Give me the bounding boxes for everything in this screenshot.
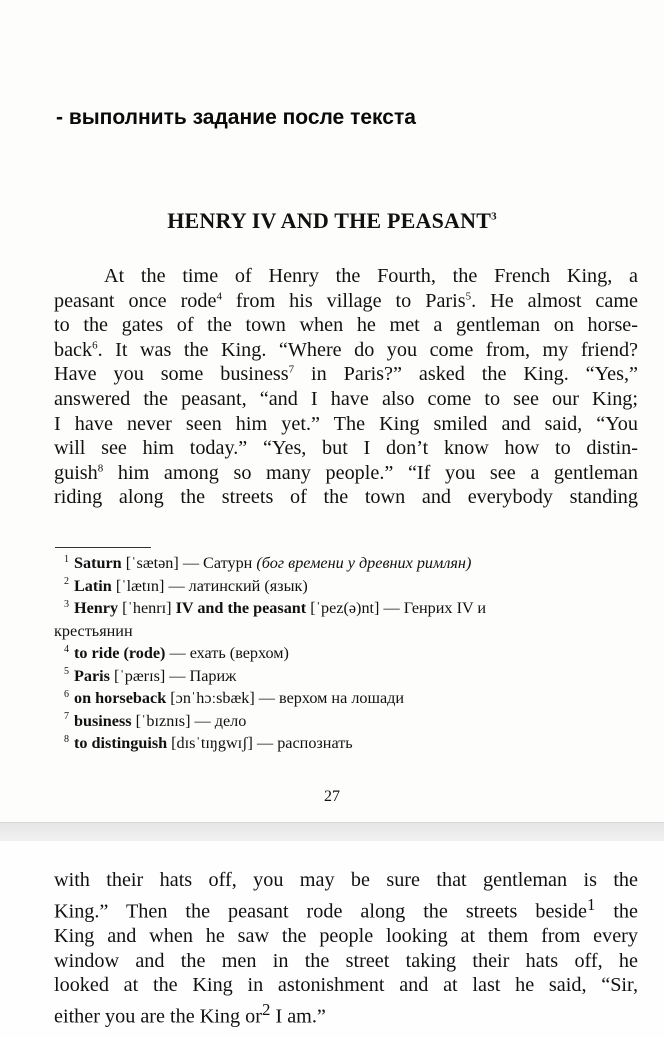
footnote-gloss-italic: (бог времени у древних римлян) (256, 554, 472, 572)
footnote-term: business (74, 711, 132, 730)
footnote-pronunciation: — ехать (верхом) (165, 644, 289, 662)
text-line (54, 436, 638, 461)
footnote-ref: 1 (586, 894, 596, 914)
text-line (54, 362, 638, 387)
footnote-number: 2 (64, 576, 69, 588)
text-segment: riding along the streets of the town and everybody standing (54, 486, 638, 509)
footnote-term: on horseback (74, 689, 167, 707)
task-instruction: - выполнить задание после текста (56, 106, 416, 129)
text-segment: I am.” (270, 1005, 326, 1028)
footnote-number: 8 (64, 733, 69, 745)
text-line (54, 412, 638, 437)
footnote-item (64, 687, 644, 710)
footnote-term: to distinguish (74, 734, 168, 752)
text-segment: with their hats off, you may be sure that gentleman is the (54, 869, 638, 891)
text-line (54, 338, 638, 363)
text-segment: either you are the King or (54, 1005, 262, 1028)
text-segment: answered the peasant, “and I have also come to see our King; (54, 387, 638, 410)
footnote-ref: 5 (465, 289, 472, 302)
text-segment: Have you some business (54, 363, 289, 386)
text-segment: King.” Then the peasant rode along the streets beside (54, 900, 587, 923)
text-line (54, 868, 638, 893)
footnote-number: 1 (64, 553, 69, 565)
text-line (54, 924, 638, 949)
text-segment: him among so many people.” “If you see a gentleman (103, 461, 638, 484)
text-line (54, 893, 638, 924)
text-line (54, 998, 638, 1029)
footnote-number: 4 (64, 643, 69, 655)
title-footnote-ref: 3 (491, 210, 497, 223)
footnote-item (64, 665, 644, 688)
footnote-term: Paris (74, 666, 110, 685)
footnote-item (64, 575, 644, 598)
text-segment: . It was the King. “Where do you come from, my friend? (97, 338, 638, 361)
text-segment: guish (54, 461, 98, 484)
footnote-pronunciation: [ˈhenrɪ] (118, 599, 176, 617)
text-segment: looked at the King in astonishment and at last he said, “Sir, (54, 974, 638, 997)
footnote-term: Latin (74, 576, 112, 595)
footnote-gloss: [ˈpez(ə)nt] — Генрих IV и (306, 599, 487, 617)
footnote-number: 7 (64, 711, 69, 723)
footnotes (54, 552, 644, 755)
footnote-pronunciation: [ˈsætən] — Сатурн (121, 554, 257, 572)
footnote-pronunciation: [dɪsˈtɪŋgwɪʃ] — распознать (167, 734, 353, 752)
footnote-ref: 6 (92, 339, 98, 352)
text-line (54, 387, 638, 412)
text-segment: King and when he saw the people looking at them from every (54, 924, 638, 947)
footnote-separator (55, 547, 151, 548)
footnote-item (64, 552, 644, 575)
footnote-pronunciation: [ˈpærɪs] — Париж (109, 666, 237, 685)
text-segment: back (54, 338, 93, 361)
footnote-ref: 8 (97, 462, 104, 475)
page-divider (0, 822, 664, 842)
text-line (54, 485, 638, 510)
text-segment: window and the men in the street taking their hats off, he (54, 949, 638, 972)
text-line (54, 973, 638, 998)
footnote-item (64, 597, 644, 620)
footnote-pronunciation: [ɔnˈhɔːsbæk] — верхом на лошади (166, 689, 405, 707)
text-segment: the (595, 900, 638, 923)
text-segment: to the gates of the town when he met a gentleman on horse- (54, 314, 638, 337)
footnote-term: Henry (74, 599, 119, 617)
footnote-item (64, 642, 644, 665)
page-number: 27 (324, 788, 340, 805)
footnote-item (64, 732, 644, 755)
text-segment: peasant once rode (54, 289, 217, 312)
footnote-number: 5 (64, 666, 69, 678)
story-title-text: HENRY IV AND THE PEASANT (167, 208, 492, 233)
story-continuation (54, 868, 638, 1029)
footnote-item (54, 620, 644, 643)
footnote-ref: 2 (261, 999, 271, 1019)
text-segment: in Paris?” asked the King. “Yes,” (294, 363, 638, 386)
text-line (54, 949, 638, 974)
text-line (54, 313, 638, 338)
footnote-ref: 7 (288, 363, 295, 376)
story-paragraph (54, 264, 638, 510)
footnote-term: IV and the peasant (175, 599, 307, 617)
text-segment: will see him today.” “Yes, but I don’t know how to distin- (54, 437, 638, 460)
footnote-term: Saturn (74, 554, 122, 572)
footnote-number: 3 (64, 598, 69, 610)
text-segment: At the time of Henry the Fourth, the French King, a (104, 265, 638, 287)
text-segment: . He almost came (471, 289, 638, 312)
footnote-continuation: крестьянин (54, 621, 133, 640)
text-segment: from his village to Paris (221, 289, 466, 312)
footnote-pronunciation: [ˈlætɪn] — латинский (язык) (111, 576, 308, 595)
footnote-number: 6 (64, 688, 69, 700)
footnote-item (64, 710, 644, 733)
story-title (0, 208, 664, 234)
footnote-pronunciation: [ˈbɪznɪs] — дело (131, 711, 247, 730)
text-line (54, 264, 638, 289)
text-segment: I have never seen him yet.” The King smiled and said, “You (54, 412, 638, 435)
footnote-ref: 4 (216, 289, 222, 302)
text-line (54, 289, 638, 314)
footnote-term: to ride (rode) (74, 644, 166, 662)
text-line (54, 461, 638, 486)
